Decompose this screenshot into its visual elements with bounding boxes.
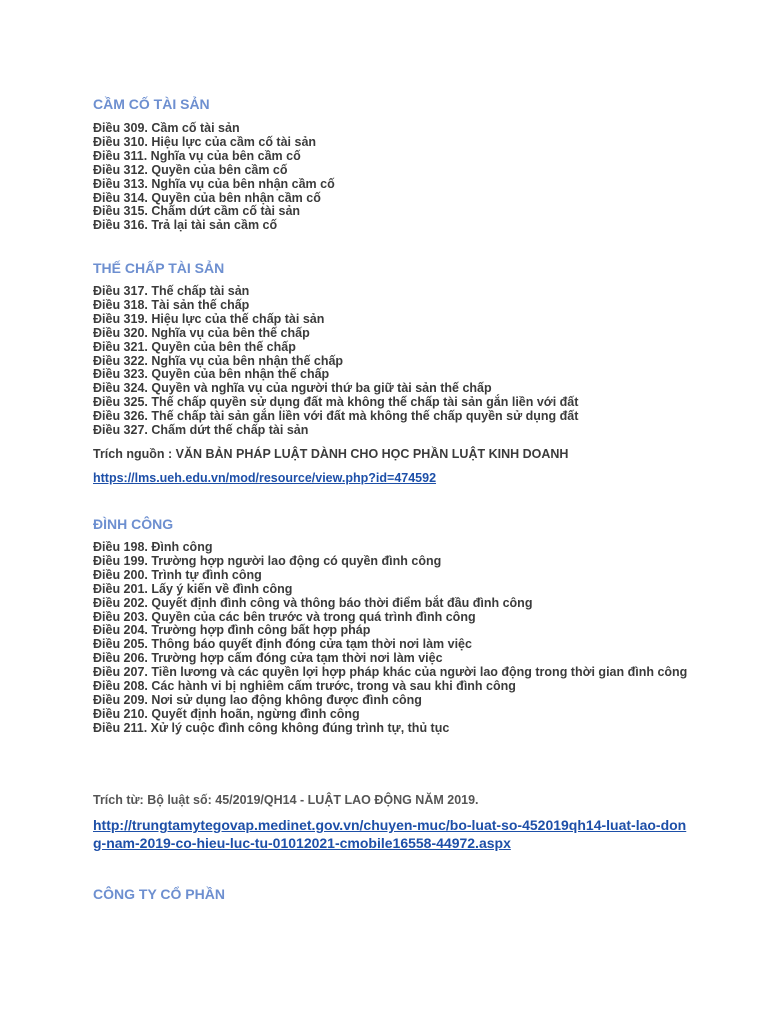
source-link-ueh[interactable]: https://lms.ueh.edu.vn/mod/resource/view.php?id=474592 <box>93 471 437 485</box>
article-item: Điều 210. Quyết định hoãn, ngừng đình công <box>93 706 360 721</box>
article-item: Điều 323. Quyền của bên nhận thế chấp <box>93 367 330 382</box>
article-item: Điều 313. Nghĩa vụ của bên nhận cầm cố <box>93 176 335 191</box>
source-citation-strike: Trích từ: Bộ luật số: 45/2019/QH14 - LUẬT LAO ĐỘNG NĂM 2019. <box>93 793 479 807</box>
article-item: Điều 315. Chấm dứt cầm cố tài sản <box>93 204 301 219</box>
article-list-strike <box>93 541 693 736</box>
article-item: Điều 325. Thế chấp quyền sử dụng đất mà không thế chấp tài sản gắn liền với đất <box>93 395 579 410</box>
article-item: Điều 317. Thế chấp tài sản <box>93 284 250 298</box>
source-link-medinet[interactable]: http://trungtamytegovap.medinet.gov.vn/chuyen-muc/bo-luat-so-452019qh14-luat-lao-dong-nam-2019-co-hieu-luc-tu-01012021-cmobile16558-44972.aspx <box>93 817 687 851</box>
article-item: Điều 205. Thông báo quyết định đóng cửa tạm thời nơi làm việc <box>93 637 472 652</box>
article-item: Điều 324. Quyền và nghĩa vụ của người thứ ba giữ tài sản thế chấp <box>93 381 492 396</box>
article-item: Điều 207. Tiền lương và các quyền lợi hợp pháp khác của người lao động trong thời gian đình công <box>93 665 688 680</box>
article-item: Điều 209. Nơi sử dụng lao động không được đình công <box>93 692 422 707</box>
article-item: Điều 199. Trường hợp người lao động có quyền đình công <box>93 553 442 568</box>
article-item: Điều 202. Quyết định đình công và thông báo thời điểm bắt đầu đình công <box>93 595 533 610</box>
article-item: Điều 322. Nghĩa vụ của bên nhận thế chấp <box>93 353 344 368</box>
article-item: Điều 201. Lấy ý kiến về đình công <box>93 581 293 596</box>
source-citation-mortgage: Trích nguồn : VĂN BẢN PHÁP LUẬT DÀNH CHO HỌC PHẦN LUẬT KINH DOANH <box>93 447 569 461</box>
article-item: Điều 318. Tài sản thế chấp <box>93 297 250 312</box>
article-item: Điều 208. Các hành vi bị nghiêm cấm trước, trong và sau khi đình công <box>93 679 516 694</box>
article-item: Điều 211. Xử lý cuộc đình công không đúng trình tự, thủ tục <box>93 720 450 735</box>
article-item: Điều 314. Quyền của bên nhận cầm cố <box>93 190 321 205</box>
section-heading-jsc: CÔNG TY CỔ PHẦN <box>93 886 225 902</box>
article-item: Điều 312. Quyền của bên cầm cố <box>93 162 288 177</box>
article-item: Điều 198. Đình công <box>93 540 213 554</box>
article-item: Điều 327. Chấm dứt thế chấp tài sản <box>93 423 309 438</box>
article-item: Điều 321. Quyền của bên thế chấp <box>93 339 296 354</box>
article-item: Điều 316. Trả lại tài sản cầm cố <box>93 218 278 233</box>
article-list-mortgage <box>93 285 578 438</box>
article-item: Điều 204. Trường hợp đình công bất hợp pháp <box>93 623 371 638</box>
article-item: Điều 320. Nghĩa vụ của bên thế chấp <box>93 325 310 340</box>
article-item: Điều 311. Nghĩa vụ của bên cầm cố <box>93 148 301 163</box>
article-item: Điều 206. Trường hợp cấm đóng cửa tạm thời nơi làm việc <box>93 651 443 666</box>
article-item: Điều 326. Thế chấp tài sản gắn liền với đất mà không thế chấp quyền sử dụng đất <box>93 409 579 424</box>
section-heading-mortgage: THẾ CHẤP TÀI SẢN <box>93 260 225 276</box>
article-item: Điều 309. Cầm cố tài sản <box>93 121 240 135</box>
article-list-pledge <box>93 122 335 233</box>
article-item: Điều 310. Hiệu lực của cầm cố tài sản <box>93 134 317 149</box>
article-item: Điều 319. Hiệu lực của thế chấp tài sản <box>93 311 325 326</box>
article-item: Điều 200. Trình tự đình công <box>93 567 262 582</box>
article-item: Điều 203. Quyền của các bên trước và trong quá trình đình công <box>93 609 476 624</box>
section-heading-pledge: CẦM CỐ TÀI SẢN <box>93 96 210 112</box>
section-heading-strike: ĐÌNH CÔNG <box>93 516 174 532</box>
